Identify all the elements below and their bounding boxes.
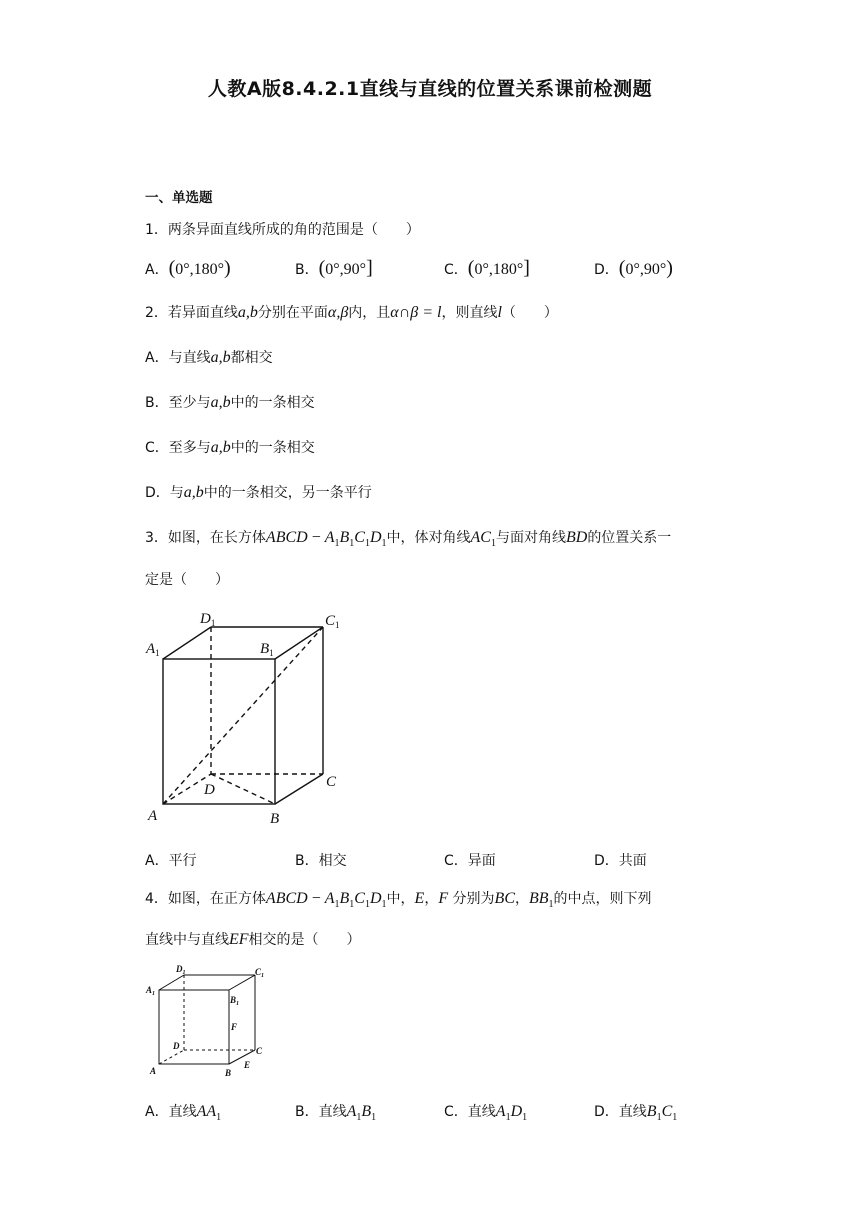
q3-option-a[interactable]: A．平行 [145,853,197,869]
cube-label-a1: $A_1$ [146,985,156,997]
question-2-stem: 2．若异面直线a,b分别在平面α,β内，且α∩β = l，则直线l（ ） [145,304,558,321]
q1-option-c[interactable]: C．(0°,180°] [444,257,530,279]
question-3-stem: 3．如图，在长方体ABCD − $A_1B_1C_1D_1$中，体对角线$AC_1$与面对角线BD的位置关系一 [145,529,672,550]
q2-option-b[interactable]: B．至少与a,b中的一条相交 [145,394,315,411]
q3-option-d[interactable]: D．共面 [594,853,647,869]
diagonal-bd [211,774,275,804]
q4-option-a[interactable]: A．直线$AA_1$ [145,1103,222,1124]
cube-label-c1: $C_1$ [255,967,265,979]
cube-label-f: F [231,1022,238,1032]
q1-option-b[interactable]: B．(0°,90°] [295,257,373,279]
cube-label-d1: $D_1$ [176,964,186,976]
q2-option-a[interactable]: A．与直线a,b都相交 [145,349,273,366]
q2-option-c[interactable]: C．至多与a,b中的一条相交 [145,439,315,456]
cube-label-e: E [244,1060,251,1070]
page-title: 人教A版8.4.2.1直线与直线的位置关系课前检测题 [207,78,653,100]
q2-option-d[interactable]: D．与a,b中的一条相交，另一条平行 [145,484,372,501]
diagonal-ac1 [163,627,323,804]
label-b1: $B_1$ [260,641,274,658]
cube-label-d: D [173,1041,180,1051]
cuboid-figure [140,606,360,830]
q4-option-c[interactable]: C．直线$A_1D_1$ [444,1103,528,1124]
q1-option-d[interactable]: D．(0°,90°) [594,257,673,279]
q3-option-b[interactable]: B．相交 [295,853,347,869]
label-a: A [148,808,158,824]
cube-label-b1: $B_1$ [230,995,240,1007]
question-3-stem-cont: 定是（ ） [145,572,229,588]
cube-label-b: B [225,1068,232,1078]
q4-option-b[interactable]: B．直线$A_1B_1$ [295,1103,377,1124]
cube-label-a: A [150,1066,157,1076]
question-1-stem: 1．两条异面直线所成的角的范围是（ ） [145,222,420,238]
label-d: D [204,782,215,798]
label-c: C [326,774,337,790]
q3-option-c[interactable]: C．异面 [444,853,496,869]
label-c1: $C_1$ [325,613,340,630]
label-d1: $D_1$ [200,611,216,628]
label-a1: $A_1$ [146,641,160,658]
question-4-stem: 4．如图，在正方体ABCD − $A_1B_1C_1D_1$中，E，F 分别为BC，$BB_1$的中点，则下列 [145,890,652,911]
section-heading: 一、单选题 [145,190,213,206]
label-b: B [270,811,280,827]
front-face-edges [163,659,275,804]
q4-option-d[interactable]: D．直线$B_1C_1$ [594,1103,678,1124]
q1-option-a[interactable]: A．(0°,180°) [145,257,231,279]
question-4-stem-cont: 直线中与直线EF相交的是（ ） [145,931,361,948]
cube-label-c: C [256,1046,263,1056]
cube-figure [140,962,280,1084]
